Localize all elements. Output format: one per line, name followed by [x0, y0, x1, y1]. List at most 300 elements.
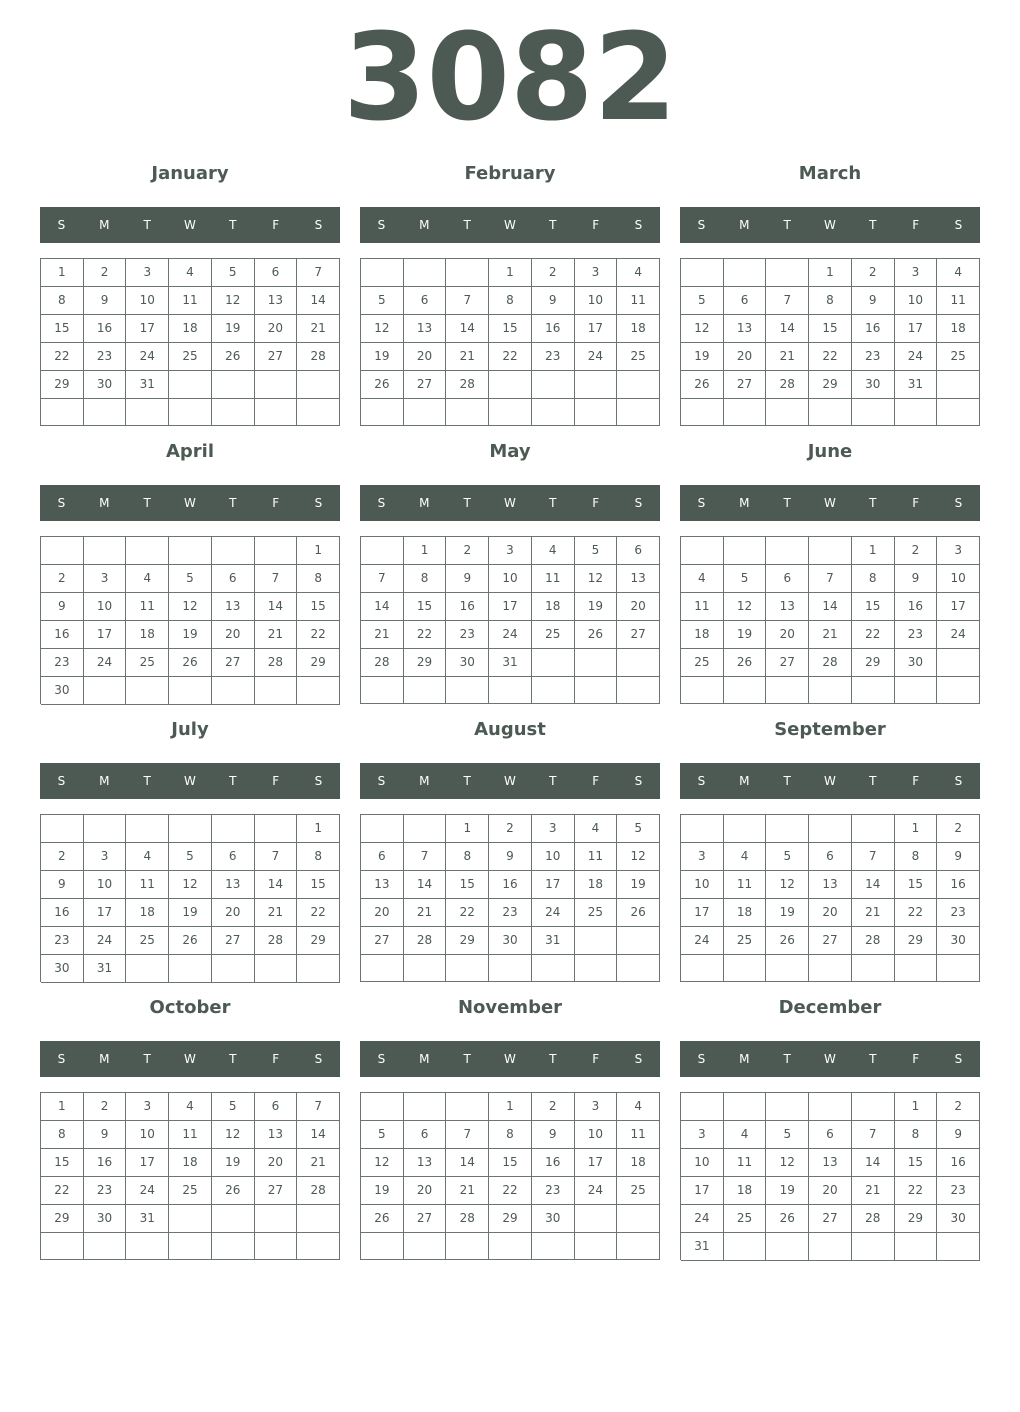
weekday-label: T — [549, 774, 557, 788]
day-cell: 23 — [532, 1177, 575, 1205]
weekday-label: M — [99, 774, 110, 788]
day-cell: 10 — [575, 1121, 618, 1149]
day-cell: 1 — [41, 259, 84, 287]
weekday-label: S — [57, 218, 66, 232]
day-cell: 27 — [809, 927, 852, 955]
day-cell: 1 — [489, 259, 532, 287]
day-cell: 16 — [895, 593, 938, 621]
empty-day-cell — [41, 815, 84, 843]
day-cell: 29 — [297, 927, 340, 955]
day-cell: 12 — [617, 843, 660, 871]
day-cell: 8 — [489, 287, 532, 315]
day-cell: 24 — [126, 343, 169, 371]
weekday-header — [360, 1041, 660, 1077]
day-cell: 6 — [724, 287, 767, 315]
weekday-label: S — [57, 496, 66, 510]
weekday-label: W — [504, 496, 516, 510]
empty-day-cell — [617, 1205, 660, 1233]
empty-day-cell — [404, 259, 447, 287]
empty-day-cell — [84, 1233, 127, 1260]
day-cell: 25 — [724, 927, 767, 955]
day-cell: 31 — [126, 371, 169, 399]
weekday-label: W — [824, 496, 836, 510]
day-cell: 25 — [617, 343, 660, 371]
weekday-label: T — [229, 218, 237, 232]
day-cell: 6 — [404, 287, 447, 315]
day-cell: 15 — [489, 315, 532, 343]
day-cell: 12 — [361, 315, 404, 343]
days-grid — [40, 258, 340, 426]
empty-day-cell — [852, 399, 895, 426]
day-cell: 17 — [575, 315, 618, 343]
day-cell: 5 — [212, 259, 255, 287]
year-title: 3082 — [343, 9, 677, 148]
day-cell: 6 — [212, 843, 255, 871]
day-cell: 27 — [404, 1205, 447, 1233]
empty-day-cell — [361, 537, 404, 565]
day-cell: 5 — [212, 1093, 255, 1121]
day-cell: 21 — [255, 621, 298, 649]
day-cell: 22 — [297, 899, 340, 927]
weekday-label: S — [377, 774, 386, 788]
month-name: February — [464, 163, 556, 184]
empty-day-cell — [532, 649, 575, 677]
day-cell: 25 — [575, 899, 618, 927]
empty-day-cell — [575, 1205, 618, 1233]
day-cell: 10 — [681, 1149, 724, 1177]
day-cell: 2 — [84, 259, 127, 287]
empty-day-cell — [766, 815, 809, 843]
day-cell: 28 — [404, 927, 447, 955]
day-cell: 2 — [937, 1093, 980, 1121]
day-cell: 29 — [895, 1205, 938, 1233]
weekday-label: M — [99, 218, 110, 232]
day-cell: 3 — [84, 843, 127, 871]
day-cell: 5 — [766, 843, 809, 871]
day-cell: 28 — [446, 1205, 489, 1233]
day-cell: 14 — [361, 593, 404, 621]
weekday-label: T — [463, 218, 471, 232]
day-cell: 16 — [532, 1149, 575, 1177]
day-cell: 5 — [169, 565, 212, 593]
day-cell: 23 — [937, 899, 980, 927]
day-cell: 1 — [809, 259, 852, 287]
weekday-label: W — [184, 774, 196, 788]
empty-day-cell — [169, 537, 212, 565]
day-cell: 16 — [489, 871, 532, 899]
day-cell: 9 — [937, 843, 980, 871]
empty-day-cell — [532, 399, 575, 426]
day-cell: 24 — [532, 899, 575, 927]
day-cell: 14 — [446, 1149, 489, 1177]
day-cell: 3 — [681, 843, 724, 871]
day-cell: 12 — [724, 593, 767, 621]
day-cell: 23 — [84, 343, 127, 371]
day-cell: 13 — [809, 871, 852, 899]
day-cell: 10 — [681, 871, 724, 899]
day-cell: 1 — [852, 537, 895, 565]
day-cell: 12 — [766, 871, 809, 899]
day-cell: 20 — [809, 899, 852, 927]
weekday-label: T — [783, 774, 791, 788]
weekday-label: S — [314, 1052, 323, 1066]
weekday-label: S — [954, 218, 963, 232]
day-cell: 29 — [297, 649, 340, 677]
month-name: December — [778, 997, 882, 1018]
day-cell: 7 — [297, 1093, 340, 1121]
empty-day-cell — [84, 677, 127, 705]
weekday-label: W — [824, 1052, 836, 1066]
empty-day-cell — [575, 399, 618, 426]
weekday-label: M — [99, 1052, 110, 1066]
empty-day-cell — [681, 537, 724, 565]
weekday-label: M — [419, 1052, 430, 1066]
day-cell: 9 — [895, 565, 938, 593]
month-name: August — [474, 719, 546, 740]
empty-day-cell — [212, 537, 255, 565]
day-cell: 13 — [255, 287, 298, 315]
empty-day-cell — [852, 1093, 895, 1121]
empty-day-cell — [766, 259, 809, 287]
empty-day-cell — [361, 955, 404, 982]
day-cell: 10 — [937, 565, 980, 593]
day-cell: 18 — [169, 1149, 212, 1177]
empty-day-cell — [404, 1233, 447, 1260]
empty-day-cell — [895, 677, 938, 704]
empty-day-cell — [126, 677, 169, 705]
day-cell: 14 — [297, 287, 340, 315]
day-cell: 11 — [724, 871, 767, 899]
empty-day-cell — [169, 815, 212, 843]
empty-day-cell — [575, 1233, 618, 1260]
day-cell: 16 — [852, 315, 895, 343]
day-cell: 4 — [575, 815, 618, 843]
day-cell: 1 — [297, 815, 340, 843]
day-cell: 15 — [41, 315, 84, 343]
day-cell: 18 — [724, 1177, 767, 1205]
day-cell: 6 — [255, 1093, 298, 1121]
day-cell: 20 — [212, 899, 255, 927]
day-cell: 23 — [532, 343, 575, 371]
day-cell: 31 — [532, 927, 575, 955]
day-cell: 25 — [681, 649, 724, 677]
day-cell: 9 — [532, 287, 575, 315]
month-name: November — [457, 997, 563, 1018]
day-cell: 15 — [895, 1149, 938, 1177]
empty-day-cell — [617, 399, 660, 426]
weekday-label: S — [314, 774, 323, 788]
day-cell: 28 — [852, 927, 895, 955]
day-cell: 7 — [255, 565, 298, 593]
day-cell: 26 — [361, 371, 404, 399]
day-cell: 2 — [532, 1093, 575, 1121]
day-cell: 23 — [852, 343, 895, 371]
day-cell: 2 — [937, 815, 980, 843]
day-cell: 9 — [84, 287, 127, 315]
day-cell: 9 — [41, 871, 84, 899]
days-grid — [360, 1092, 660, 1260]
day-cell: 1 — [297, 537, 340, 565]
day-cell: 27 — [212, 927, 255, 955]
day-cell: 3 — [84, 565, 127, 593]
weekday-label: S — [954, 774, 963, 788]
day-cell: 11 — [126, 871, 169, 899]
weekday-label: W — [184, 1052, 196, 1066]
days-grid — [680, 258, 980, 426]
day-cell: 3 — [575, 1093, 618, 1121]
day-cell: 26 — [212, 343, 255, 371]
weekday-header — [40, 485, 340, 521]
day-cell: 12 — [361, 1149, 404, 1177]
day-cell: 26 — [169, 649, 212, 677]
day-cell: 5 — [575, 537, 618, 565]
empty-day-cell — [489, 677, 532, 704]
day-cell: 3 — [532, 815, 575, 843]
days-grid — [360, 536, 660, 704]
empty-day-cell — [404, 399, 447, 426]
month-name: April — [165, 441, 215, 462]
weekday-label: S — [697, 774, 706, 788]
day-cell: 9 — [532, 1121, 575, 1149]
day-cell: 3 — [126, 259, 169, 287]
weekday-label: F — [592, 1052, 600, 1066]
empty-day-cell — [809, 955, 852, 982]
empty-day-cell — [724, 537, 767, 565]
empty-day-cell — [852, 1233, 895, 1261]
empty-day-cell — [446, 259, 489, 287]
weekday-label: S — [697, 496, 706, 510]
empty-day-cell — [446, 399, 489, 426]
day-cell: 14 — [446, 315, 489, 343]
empty-day-cell — [489, 371, 532, 399]
day-cell: 19 — [361, 343, 404, 371]
day-cell: 10 — [895, 287, 938, 315]
day-cell: 4 — [617, 259, 660, 287]
empty-day-cell — [809, 815, 852, 843]
weekday-label: M — [419, 218, 430, 232]
empty-day-cell — [766, 399, 809, 426]
day-cell: 5 — [169, 843, 212, 871]
weekday-label: F — [912, 774, 920, 788]
day-cell: 14 — [809, 593, 852, 621]
empty-day-cell — [169, 955, 212, 983]
empty-day-cell — [255, 399, 298, 426]
empty-day-cell — [724, 259, 767, 287]
day-cell: 8 — [297, 565, 340, 593]
empty-day-cell — [255, 1233, 298, 1260]
day-cell: 7 — [446, 287, 489, 315]
empty-day-cell — [724, 399, 767, 426]
day-cell: 10 — [84, 871, 127, 899]
day-cell: 14 — [255, 871, 298, 899]
day-cell: 14 — [766, 315, 809, 343]
month-name: September — [774, 719, 886, 740]
empty-day-cell — [212, 1205, 255, 1233]
day-cell: 12 — [169, 871, 212, 899]
day-cell: 4 — [617, 1093, 660, 1121]
empty-day-cell — [126, 955, 169, 983]
empty-day-cell — [255, 677, 298, 705]
day-cell: 9 — [489, 843, 532, 871]
empty-day-cell — [297, 677, 340, 705]
day-cell: 20 — [404, 343, 447, 371]
day-cell: 25 — [126, 649, 169, 677]
empty-day-cell — [617, 371, 660, 399]
day-cell: 28 — [852, 1205, 895, 1233]
day-cell: 15 — [297, 871, 340, 899]
day-cell: 4 — [681, 565, 724, 593]
empty-day-cell — [617, 677, 660, 704]
day-cell: 28 — [255, 927, 298, 955]
weekday-label: S — [634, 218, 643, 232]
day-cell: 21 — [446, 1177, 489, 1205]
weekday-label: T — [869, 218, 877, 232]
day-cell: 12 — [766, 1149, 809, 1177]
day-cell: 14 — [297, 1121, 340, 1149]
empty-day-cell — [126, 399, 169, 426]
empty-day-cell — [169, 399, 212, 426]
day-cell: 21 — [404, 899, 447, 927]
day-cell: 11 — [681, 593, 724, 621]
day-cell: 31 — [126, 1205, 169, 1233]
day-cell: 29 — [895, 927, 938, 955]
empty-day-cell — [126, 1233, 169, 1260]
day-cell: 1 — [446, 815, 489, 843]
empty-day-cell — [126, 815, 169, 843]
weekday-label: W — [184, 496, 196, 510]
empty-day-cell — [404, 1093, 447, 1121]
empty-day-cell — [937, 371, 980, 399]
day-cell: 14 — [852, 871, 895, 899]
day-cell: 11 — [937, 287, 980, 315]
empty-day-cell — [575, 927, 618, 955]
day-cell: 18 — [617, 1149, 660, 1177]
day-cell: 20 — [724, 343, 767, 371]
day-cell: 28 — [809, 649, 852, 677]
day-cell: 19 — [575, 593, 618, 621]
empty-day-cell — [126, 537, 169, 565]
day-cell: 19 — [361, 1177, 404, 1205]
empty-day-cell — [575, 677, 618, 704]
day-cell: 8 — [809, 287, 852, 315]
day-cell: 19 — [681, 343, 724, 371]
day-cell: 8 — [489, 1121, 532, 1149]
month-name: October — [149, 997, 231, 1018]
weekday-label: T — [463, 496, 471, 510]
empty-day-cell — [724, 677, 767, 704]
day-cell: 5 — [681, 287, 724, 315]
day-cell: 13 — [361, 871, 404, 899]
day-cell: 7 — [446, 1121, 489, 1149]
day-cell: 21 — [446, 343, 489, 371]
day-cell: 18 — [126, 621, 169, 649]
day-cell: 29 — [41, 1205, 84, 1233]
day-cell: 22 — [852, 621, 895, 649]
day-cell: 24 — [895, 343, 938, 371]
day-cell: 23 — [489, 899, 532, 927]
month-name: January — [151, 163, 229, 184]
weekday-label: M — [739, 774, 750, 788]
day-cell: 2 — [84, 1093, 127, 1121]
weekday-label: T — [463, 1052, 471, 1066]
day-cell: 30 — [895, 649, 938, 677]
day-cell: 28 — [766, 371, 809, 399]
day-cell: 5 — [361, 1121, 404, 1149]
weekday-label: F — [912, 218, 920, 232]
day-cell: 20 — [617, 593, 660, 621]
empty-day-cell — [361, 1093, 404, 1121]
day-cell: 17 — [937, 593, 980, 621]
weekday-header — [680, 485, 980, 521]
days-grid — [680, 1092, 980, 1260]
weekday-label: M — [739, 218, 750, 232]
day-cell: 2 — [852, 259, 895, 287]
day-cell: 3 — [489, 537, 532, 565]
day-cell: 29 — [404, 649, 447, 677]
day-cell: 25 — [937, 343, 980, 371]
day-cell: 22 — [297, 621, 340, 649]
day-cell: 11 — [575, 843, 618, 871]
day-cell: 9 — [41, 593, 84, 621]
empty-day-cell — [937, 399, 980, 426]
empty-day-cell — [766, 537, 809, 565]
day-cell: 19 — [212, 1149, 255, 1177]
day-cell: 2 — [41, 843, 84, 871]
day-cell: 31 — [84, 955, 127, 983]
day-cell: 20 — [361, 899, 404, 927]
day-cell: 30 — [84, 371, 127, 399]
day-cell: 26 — [724, 649, 767, 677]
empty-day-cell — [255, 955, 298, 983]
empty-day-cell — [446, 1093, 489, 1121]
empty-day-cell — [681, 677, 724, 704]
empty-day-cell — [212, 371, 255, 399]
day-cell: 8 — [404, 565, 447, 593]
day-cell: 19 — [766, 899, 809, 927]
day-cell: 15 — [446, 871, 489, 899]
weekday-label: S — [954, 496, 963, 510]
empty-day-cell — [255, 537, 298, 565]
days-grid — [360, 814, 660, 982]
day-cell: 20 — [255, 1149, 298, 1177]
empty-day-cell — [766, 1093, 809, 1121]
weekday-label: W — [504, 218, 516, 232]
empty-day-cell — [212, 399, 255, 426]
day-cell: 4 — [126, 843, 169, 871]
day-cell: 7 — [361, 565, 404, 593]
day-cell: 8 — [895, 1121, 938, 1149]
empty-day-cell — [255, 815, 298, 843]
day-cell: 18 — [937, 315, 980, 343]
weekday-label: T — [869, 1052, 877, 1066]
weekday-label: S — [377, 496, 386, 510]
day-cell: 13 — [724, 315, 767, 343]
day-cell: 13 — [255, 1121, 298, 1149]
day-cell: 9 — [852, 287, 895, 315]
empty-day-cell — [446, 1233, 489, 1260]
day-cell: 4 — [937, 259, 980, 287]
weekday-label: T — [143, 774, 151, 788]
weekday-label: T — [549, 218, 557, 232]
day-cell: 8 — [41, 1121, 84, 1149]
empty-day-cell — [404, 677, 447, 704]
empty-day-cell — [575, 955, 618, 982]
weekday-label: T — [143, 218, 151, 232]
empty-day-cell — [681, 815, 724, 843]
weekday-label: T — [229, 496, 237, 510]
empty-day-cell — [212, 677, 255, 705]
empty-day-cell — [297, 1205, 340, 1233]
